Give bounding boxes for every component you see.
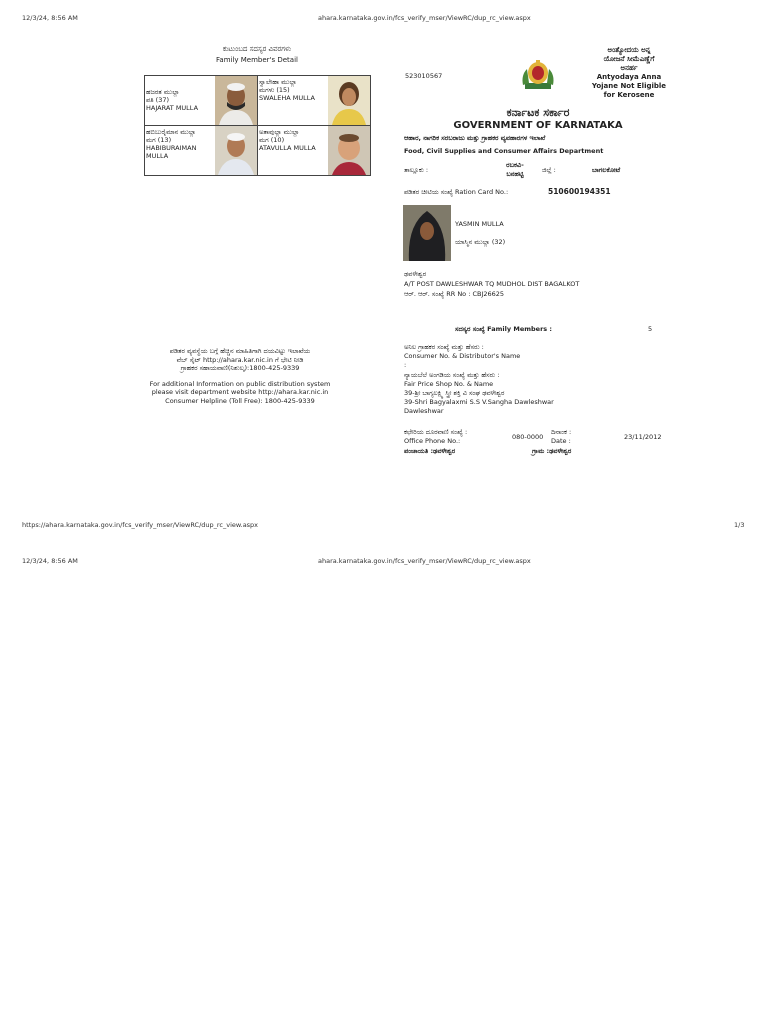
gov-title-en: GOVERNMENT OF KARNATAKA [453, 120, 623, 131]
info-kn-line1: ಪಡಿತರ ವ್ಯವಸ್ಥೆಯ ಬಗ್ಗೆ ಹೆಚ್ಚಿನ ಮಾಹಿತಿಗಾಗಿ ದಯವಿಟ್ಟು ಇಲಾಖೆಯ [169, 347, 311, 355]
scheme-kn-line1: ಅಂತ್ಯೋದಯ ಅನ್ನ [607, 46, 651, 54]
scheme-status [574, 46, 684, 100]
shop-value-en: 39-Shri Bagyalaxmi S.S V.Sangha Dawleshwar [404, 398, 554, 406]
taluk-value [494, 161, 536, 178]
member-photo [328, 76, 370, 125]
member-relation: ಪತಿ (37) [146, 96, 170, 104]
family-member-cell [258, 76, 370, 125]
office-phone-kn: ಕಛೇರಿಯ ದೂರವಾಣಿ ಸಂಖ್ಯೆ : [404, 428, 468, 436]
date-en: Date : [551, 437, 571, 445]
address-en: A/T POST DAWLESHWAR TQ MUDHOL DIST BAGALKOT [404, 280, 580, 288]
print-url-page2[interactable]: ahara.karnataka.gov.in/fcs_verify_mser/ViewRC/dup_rc_view.aspx [318, 557, 531, 565]
consumer-kn: ಅನಿಲ ಗ್ರಾಹಕರ ಸಂಖ್ಯೆ ಮತ್ತು ಹೆಸರು : [404, 343, 484, 351]
member-name-kn: ಸ್ವಾಲೇಹಾ ಮುಲ್ಲಾ [259, 78, 297, 86]
dept-kn: ಆಹಾರ, ನಾಗರಿಕ ಸರಬರಾಜು ಮತ್ತು ಗ್ರಾಹಕರ ವ್ಯವಹಾರಗಳ ಇಲಾಖೆ [404, 134, 546, 142]
consumer-en: Consumer No. & Distributor's Name [404, 352, 521, 360]
scheme-en-line2: Yojane Not Eligible [591, 82, 667, 90]
ration-card-label: ಪಡಿತರ ಚೀಟಿಯ ಸಂಖ್ಯೆ Ration Card No.: [404, 188, 509, 196]
shop-en: Fair Price Shop No. & Name [404, 380, 494, 388]
family-member-cell [145, 76, 257, 125]
gov-title-kn: ಕರ್ನಾಟಕ ಸರ್ಕಾರ [506, 106, 570, 119]
member-name-en: HAJARAT MULLA [146, 104, 199, 112]
holder-name-kn: ಯಾಸ್ಮಿನ ಮುಲ್ಲಾ (32) [455, 238, 506, 246]
taluk-value-line2: ಬನಹಟ್ಟಿ [506, 169, 524, 178]
print-url[interactable]: ahara.karnataka.gov.in/fcs_verify_mser/ViewRC/dup_rc_view.aspx [318, 14, 531, 22]
date-value: 23/11/2012 [624, 433, 662, 441]
family-member-cell [258, 126, 370, 175]
rr-number: ಆರ್. ಆರ್. ಸಂಖ್ಯೆ RR No : CBJ26625 [404, 290, 505, 298]
holder-photo [403, 205, 451, 261]
info-kn-line3: ಗ್ರಾಹಕರ ಸಹಾಯವಾಣಿ(ನಿಶುಲ್ಕ):1800-425-9339 [180, 364, 300, 372]
consumer-value: : [404, 361, 407, 369]
family-members-count: 5 [648, 325, 653, 333]
print-datetime-page2: 12/3/24, 8:56 AM [22, 557, 78, 565]
member-photo [215, 126, 257, 175]
family-title-kn: ಕುಟುಂಬದ ಸದಸ್ಯರ ವಿವರಗಳು [222, 45, 292, 53]
family-members-label: ಸದಸ್ಯರ ಸಂಖ್ಯೆ Family Members : [455, 325, 553, 333]
taluk-label: ತಾಲ್ಲೂಕು : [404, 166, 429, 174]
member-name-en: ATAVULLA MULLA [259, 144, 316, 152]
member-name-kn: ಅತಾವುಲ್ಲಾ ಮುಲ್ಲಾ [259, 128, 300, 136]
shop-value-kn: 39-ಶ್ರೀ ಬಾಗ್ಯಲಕ್ಷ್ಮಿ ಸ್ತ್ರೀ ಶಕ್ತಿ ವಿ ಸಂಘ ಢವಳೇಶ್ವರ [404, 389, 505, 397]
card-number-top: 523010567 [405, 72, 443, 80]
footer-url[interactable]: https://ahara.karnataka.gov.in/fcs_verify_mser/ViewRC/dup_rc_view.aspx [22, 521, 259, 529]
footer-page-number: 1/3 [734, 521, 745, 529]
address-kn: ಢವಳೇಶ್ವರ [404, 270, 427, 278]
family-title-en: Family Member's Detail [216, 56, 298, 64]
member-name-en: SWALEHA MULLA [259, 94, 315, 102]
family-members-table [144, 75, 371, 176]
info-en-line3: Consumer Helpline (Toll Free): 1800-425-9339 [165, 396, 315, 405]
scheme-kn-line3: ಅನರ್ಹ [620, 64, 638, 72]
print-datetime: 12/3/24, 8:56 AM [22, 14, 78, 22]
family-member-cell [145, 126, 257, 175]
office-phone-en: Office Phone No.: [404, 437, 461, 445]
member-relation: ಮಗ (13) [146, 136, 172, 144]
info-en-line1: For additional Information on public distribution system [149, 379, 331, 388]
shop-kn: ನ್ಯಾಯಬೆಲೆ ಅಂಗಡಿಯ ಸಂಖ್ಯೆ ಮತ್ತು ಹೆಸರು : [404, 371, 500, 379]
info-kn-line2: ವೆಬ್ ಸೈಟ್ http://ahara.kar.nic.in ಗೆ ಭೇಟಿ ನೀಡಿ [176, 355, 304, 364]
dept-en: Food, Civil Supplies and Consumer Affairs Department [404, 147, 604, 155]
scheme-en-line1: Antyodaya Anna [596, 73, 662, 81]
district-value: ಬಾಗಲಕೋಟೆ [592, 166, 621, 174]
village: ಗ್ರಾಮ :ಢವಳೇಶ್ವರ [532, 447, 572, 455]
info-block [100, 347, 380, 405]
scheme-en-line3: for Kerosene [603, 91, 655, 99]
member-photo [215, 76, 257, 125]
info-en-line2: please visit department website http://ahara.kar.nic.in [151, 388, 329, 396]
member-name-kn: ಹಬಿಬುರೈಮಾನ ಮುಲ್ಲಾ [146, 128, 196, 136]
member-relation: ಮಗ (10) [259, 136, 285, 144]
ration-card-number: 510600194351 [548, 187, 611, 196]
member-photo [328, 126, 370, 175]
shop-value-en-2: Dawleshwar [404, 407, 444, 415]
panchayat: ಪಂಚಾಯತಿ :ಢವಳೇಶ್ವರ [404, 447, 456, 455]
office-phone-value: 080-0000 [512, 433, 544, 441]
member-name-kn: ಹಜರತ ಮುಲ್ಲಾ [146, 88, 180, 96]
scheme-kn-line2: ಯೋಜನೆ ಸೀಮೆಎಣ್ಣೆಗೆ [603, 55, 655, 63]
member-name-en: HABIBURAIMAN MULLA [146, 144, 197, 160]
date-kn: ದಿನಾಂಕ : [551, 428, 572, 436]
district-label: ಜಿಲ್ಲೆ : [542, 166, 556, 174]
karnataka-emblem-icon [519, 57, 557, 93]
member-relation: ಮಗಳು (15) [259, 86, 290, 94]
holder-name-en: YASMIN MULLA [455, 220, 504, 228]
taluk-value-line1: ರಬಕವಿ- [506, 161, 524, 169]
